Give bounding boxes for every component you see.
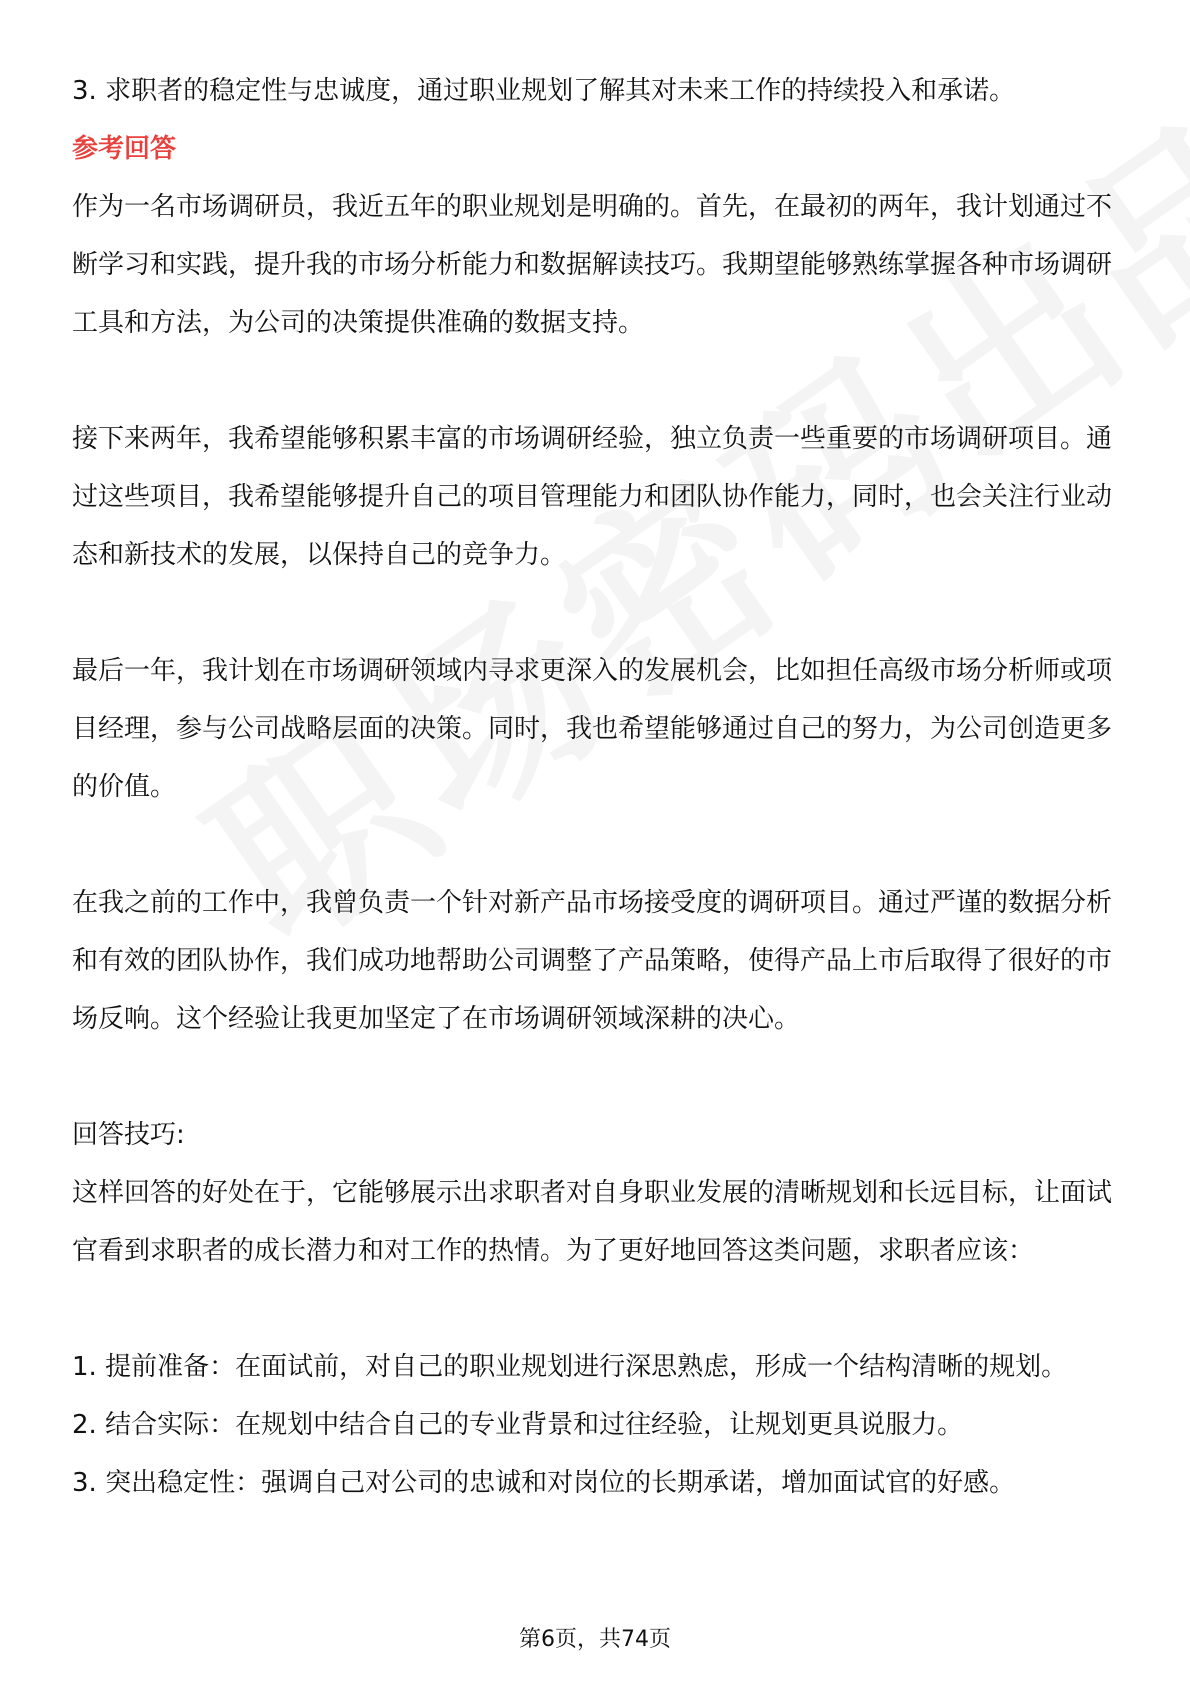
tips-heading: 回答技巧:: [72, 1120, 185, 1150]
answer-paragraph-4: 在我之前的工作中，我曾负责一个针对新产品市场接受度的调研项目。通过严谨的数据分析和有效的团队协作，我们成功地帮助公司调整了产品策略，使得产品上市后取得了很好的市场反响。这个经验让我更加坚定了在市场调研领域深耕的决心。: [72, 888, 1113, 1034]
reference-answer-heading: 参考回答: [72, 134, 177, 164]
paragraph-gap: [72, 352, 1122, 410]
paragraph-gap: [72, 584, 1122, 642]
paragraph-gap: [72, 1280, 1122, 1338]
answer-paragraph-1: 作为一名市场调研员，我近五年的职业规划是明确的。首先，在最初的两年，我计划通过不断学习和实践，提升我的市场分析能力和数据解读技巧。我期望能够熟练掌握各种市场调研工具和方法，为公司的决策提供准确的数据支持。: [72, 192, 1113, 338]
point-3: 3. 求职者的稳定性与忠诚度，通过职业规划了解其对未来工作的持续投入和承诺。: [72, 76, 1016, 106]
answer-paragraph-2: 接下来两年，我希望能够积累丰富的市场调研经验，独立负责一些重要的市场调研项目。通过这些项目，我希望能够提升自己的项目管理能力和团队协作能力，同时，也会关注行业动态和新技术的发展，以保持自己的竞争力。: [72, 424, 1113, 570]
document-body: [72, 62, 1122, 1512]
tip-item-2: 2. 结合实际：在规划中结合自己的专业背景和过往经验，让规划更具说服力。: [72, 1410, 964, 1440]
page-number: 第6页，共74页: [519, 1627, 671, 1652]
paragraph-gap: [72, 1048, 1122, 1106]
paragraph-gap: [72, 816, 1122, 874]
tips-paragraph: 这样回答的好处在于，它能够展示出求职者对自身职业发展的清晰规划和长远目标，让面试官看到求职者的成长潜力和对工作的热情。为了更好地回答这类问题，求职者应该：: [72, 1178, 1113, 1266]
tip-item-1: 1. 提前准备：在面试前，对自己的职业规划进行深思熟虑，形成一个结构清晰的规划。: [72, 1352, 1068, 1382]
answer-paragraph-3: 最后一年，我计划在市场调研领域内寻求更深入的发展机会，比如担任高级市场分析师或项目经理，参与公司战略层面的决策。同时，我也希望能够通过自己的努力，为公司创造更多的价值。: [72, 656, 1113, 802]
tip-item-3: 3. 突出稳定性：强调自己对公司的忠诚和对岗位的长期承诺，增加面试官的好感。: [72, 1468, 1016, 1498]
